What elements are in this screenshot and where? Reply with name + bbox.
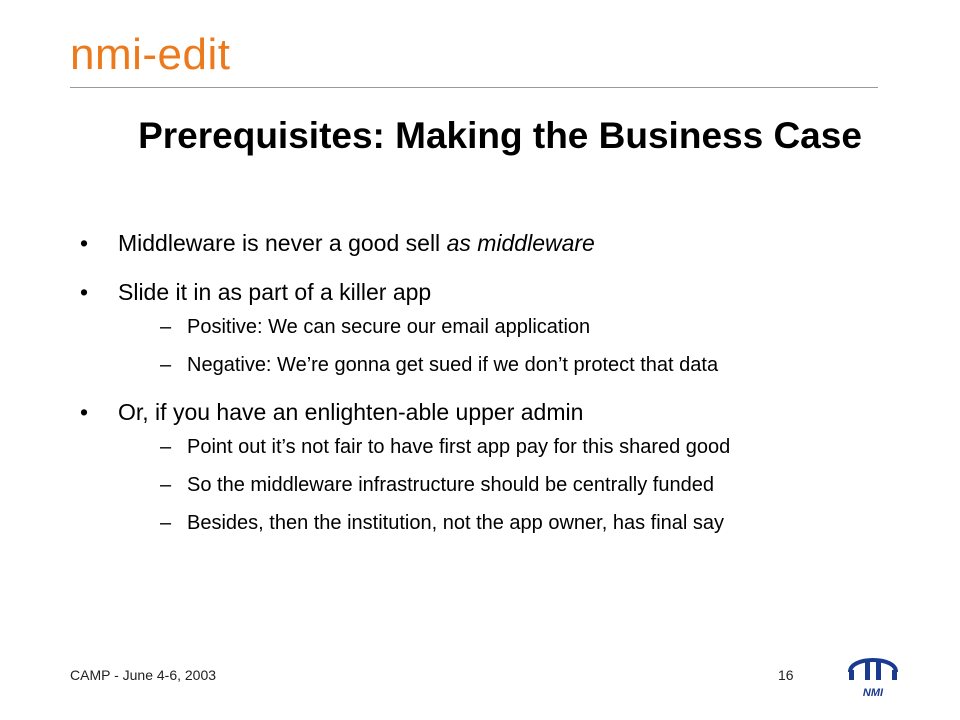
bullet-item: [80, 228, 900, 258]
bullet-dot: •: [80, 230, 89, 256]
sub-bullet-dash: –: [160, 474, 172, 496]
brand-title: nmi-edit: [70, 30, 231, 79]
sub-bullet-dash: –: [160, 436, 172, 458]
sub-bullet-text: Negative: We’re gonna get sued if we don’t protect that data: [187, 354, 719, 376]
svg-text:NMI: NMI: [862, 687, 884, 699]
sub-bullet-text: Point out it’s not fair to have first app pay for this shared good: [187, 436, 731, 458]
sub-bullet-text: Besides, then the institution, not the app owner, has final say: [187, 512, 725, 534]
bullet-item: [80, 277, 900, 307]
sub-bullet-dash: –: [160, 316, 172, 338]
sub-bullet-text: So the middleware infrastructure should be centrally funded: [187, 474, 714, 496]
sub-bullet-dash: –: [160, 354, 172, 376]
bullet-text: Slide it in as part of a killer app: [118, 279, 432, 305]
bullet-item: [80, 397, 900, 427]
sub-bullet-item: [80, 352, 900, 378]
sub-bullet-dash: –: [160, 512, 172, 534]
slide-content: [80, 228, 900, 548]
bullet-text: Middleware is never a good sell: [118, 230, 447, 256]
page-number: 16: [778, 667, 794, 683]
bullet-emphasis: as middleware: [446, 230, 595, 256]
sub-bullet-item: [80, 510, 900, 536]
sub-bullet-item: [80, 314, 900, 340]
sub-bullet-item: [80, 434, 900, 460]
bullet-dot: •: [80, 399, 89, 425]
sub-bullet-item: [80, 472, 900, 498]
slide-title: Prerequisites: Making the Business Case: [138, 115, 862, 156]
footer-event: CAMP - June 4-6, 2003: [70, 667, 217, 683]
sub-bullet-text: Positive: We can secure our email application: [187, 316, 591, 338]
bullet-text: Or, if you have an enlighten-able upper admin: [118, 399, 584, 425]
bullet-dot: •: [80, 279, 89, 305]
header-rule: [70, 87, 878, 88]
nmi-logo-icon: [843, 650, 903, 700]
